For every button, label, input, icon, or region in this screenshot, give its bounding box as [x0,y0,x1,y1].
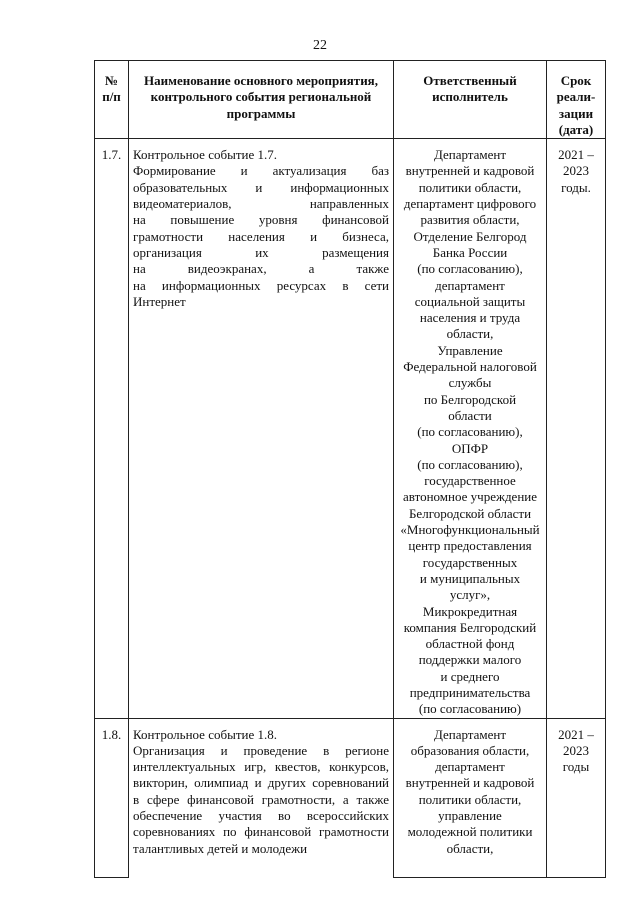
table-row [95,718,606,877]
description-line: в сфере финансовой грамотности, а также [133,791,389,807]
term-line: 2023 [563,742,589,758]
responsible-line: (по согласованию), [417,261,523,277]
program-table [94,60,606,878]
description-line: Контрольное событие 1.7. [133,147,277,163]
event-description [129,139,394,718]
responsible-line: политики области, [418,179,522,195]
responsible-line: политики области, [418,791,522,807]
term-line: годы [562,759,590,775]
responsible-line: поддержки малого [418,652,522,668]
description-line: интеллектуальных игр, квестов, конкурсов, [133,759,389,775]
responsible-line: департамент цифрового [403,196,537,212]
description-line: образовательных и информационных [133,179,389,195]
responsible-line: молодежной политики [407,824,533,840]
description-line: на информационных ресурсах в сети [133,277,389,293]
responsible-line: службы [448,375,492,391]
responsible-line: Управление [437,342,503,358]
term-line: годы. [561,179,591,195]
responsible-line: Федеральной налоговой [403,359,537,375]
term-line: 2021 – [558,726,594,742]
responsible-line: образования области, [410,742,530,758]
responsible-line: услуг», [449,587,491,603]
responsible-line: области, [446,326,494,342]
responsible-line: управление [438,808,502,824]
description-line: Формирование и актуализация баз [133,163,389,179]
responsible-line: (по согласованию) [418,701,522,717]
responsible-line: социальной защиты [414,293,526,309]
row-number: 1.7. [95,139,129,718]
description-line: видеоматериалов, направленных [133,196,389,212]
responsible-line: центр предоставления [408,538,532,554]
responsible-line: Белгородской области [408,505,532,521]
description-line: соревнованиях по финансовой грамотности [133,824,389,840]
responsible-line: автономное учреждение [402,489,538,505]
responsible-line: и среднего [440,668,500,684]
row-number: 1.8. [95,718,129,877]
responsible-line: Микрокредитная [422,603,518,619]
table-header-row [95,61,606,139]
responsible-line: «Многофункциональный [400,522,540,538]
table-row [95,139,606,718]
page-number: 22 [313,38,327,53]
responsible-line: развития области, [420,212,520,228]
description-line: обеспечение участия во всероссийских [133,808,389,824]
responsible-line: внутренней и кадровой [405,775,535,791]
responsible-line: Банка России [432,244,508,260]
implementation-term [547,139,606,718]
responsible-line: Отделение Белгород [413,228,527,244]
responsible-line: Департамент [433,726,507,742]
term-line: 2021 – [558,147,594,163]
implementation-term [547,718,606,877]
responsible-line: (по согласованию), [417,424,523,440]
responsible-line: и муниципальных [419,570,521,586]
responsible-line: государственных [422,554,518,570]
header-term: Срок реали- зации (дата) [547,61,606,139]
description-line: на повышение уровня финансовой [133,212,389,228]
responsible-line: предпринимательства [409,684,531,700]
description-line: Организация и проведение в регионе [133,742,389,758]
header-event-name: Наименование основного мероприятия, контрольного события региональной программы [129,61,394,139]
responsible-line: (по согласованию), [417,456,523,472]
header-responsible: Ответственный исполнитель [394,61,547,139]
description-line: Интернет [133,293,186,309]
responsible-line: областной фонд [425,636,515,652]
responsible-executor [394,139,547,718]
responsible-line: по Белгородской [423,391,517,407]
description-line: на видеоэкранах, а также [133,261,389,277]
responsible-line: области [448,407,492,423]
term-line: 2023 [563,163,589,179]
responsible-line: департамент [435,277,505,293]
description-line: викторин, олимпиад и других соревнований [133,775,389,791]
responsible-line: департамент [435,759,505,775]
description-line: Контрольное событие 1.8. [133,726,277,742]
responsible-executor [394,718,547,877]
responsible-line: области, [446,840,494,856]
header-number: № п/п [95,61,129,139]
responsible-line: населения и труда [419,310,521,326]
responsible-line: Департамент [433,147,507,163]
description-line: талантливых детей и молодежи [133,840,308,856]
responsible-line: внутренней и кадровой [405,163,535,179]
responsible-line: компания Белгородский [403,619,537,635]
description-line: грамотности населения и бизнеса, [133,228,389,244]
responsible-line: ОПФР [451,440,489,456]
description-line: организация их размещения [133,244,389,260]
event-description [129,718,394,877]
responsible-line: государственное [424,473,516,489]
